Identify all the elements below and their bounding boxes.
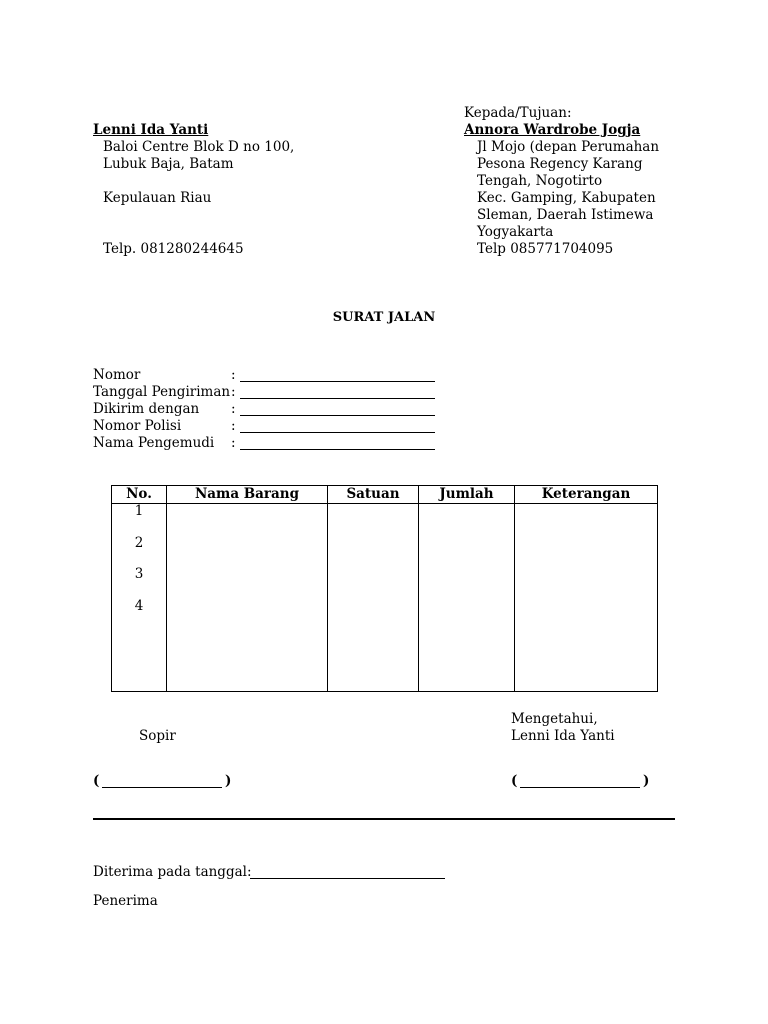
section-divider — [93, 818, 675, 820]
row-number: 3 — [134, 566, 144, 582]
recipient-address-line: Jl Mojo (depan Perumahan — [477, 139, 660, 155]
document-title: SURAT JALAN — [332, 310, 436, 325]
table-row — [112, 504, 658, 692]
field-blank-nomor — [240, 381, 435, 382]
cell-satuan — [328, 504, 419, 692]
field-separator: : — [231, 401, 236, 417]
field-separator: : — [231, 384, 236, 400]
table-header-row — [112, 486, 658, 504]
field-label-nomor: Nomor — [93, 367, 141, 383]
row-number: 4 — [134, 597, 144, 614]
header-no: No. — [112, 486, 167, 504]
header-satuan: Satuan — [328, 486, 419, 504]
field-separator: : — [231, 367, 236, 383]
field-separator: : — [231, 418, 236, 434]
recipient-address-line: Tengah, Nogotirto — [477, 173, 603, 189]
receiver-label: Penerima — [93, 893, 158, 909]
recipient-phone: Telp 085771704095 — [477, 241, 614, 257]
field-blank-nomor-polisi — [240, 432, 435, 433]
cell-jumlah — [419, 504, 515, 692]
driver-label: Sopir — [139, 728, 176, 744]
acknowledged-name: Lenni Ida Yanti — [511, 728, 615, 744]
header-jumlah: Jumlah — [419, 486, 515, 504]
recipient-name: Annora Wardrobe Jogja — [464, 122, 641, 138]
field-blank-dikirim-dengan — [240, 415, 435, 416]
field-separator: : — [231, 435, 236, 451]
driver-signature-line — [102, 787, 222, 788]
cell-no — [112, 504, 167, 692]
received-date-blank — [250, 878, 445, 879]
sender-phone: Telp. 081280244645 — [103, 241, 244, 257]
ack-signature-line — [520, 787, 640, 788]
ack-open-paren: ( — [511, 773, 518, 789]
cell-nama-barang — [167, 504, 328, 692]
recipient-address-line: Sleman, Daerah Istimewa — [477, 207, 654, 223]
field-blank-tanggal-pengiriman — [240, 398, 435, 399]
driver-open-paren: ( — [93, 773, 100, 789]
items-table — [111, 485, 658, 692]
header-keterangan: Keterangan — [515, 486, 658, 504]
recipient-address-line: Pesona Regency Karang — [477, 156, 643, 172]
driver-close-paren: ) — [225, 773, 232, 789]
row-number: 2 — [134, 534, 144, 551]
received-date-label: Diterima pada tanggal: — [93, 864, 252, 880]
header-nama-barang: Nama Barang — [167, 486, 328, 504]
row-number: 1 — [134, 503, 144, 519]
acknowledged-label: Mengetahui, — [511, 711, 598, 727]
ack-close-paren: ) — [643, 773, 650, 789]
field-label-tanggal-pengiriman: Tanggal Pengiriman — [93, 384, 231, 400]
sender-name: Lenni Ida Yanti — [93, 122, 209, 138]
field-label-nama-pengemudi: Nama Pengemudi — [93, 435, 215, 451]
recipient-address-line: Kec. Gamping, Kabupaten — [477, 190, 656, 206]
recipient-address-line: Yogyakarta — [477, 224, 554, 240]
field-label-dikirim-dengan: Dikirim dengan — [93, 401, 200, 417]
field-blank-nama-pengemudi — [240, 449, 435, 450]
cell-keterangan — [515, 504, 658, 692]
recipient-heading: Kepada/Tujuan: — [464, 105, 572, 121]
sender-address-line: Kepulauan Riau — [103, 190, 212, 206]
sender-address-line: Lubuk Baja, Batam — [103, 156, 234, 172]
sender-address-line: Baloi Centre Blok D no 100, — [103, 139, 295, 155]
field-label-nomor-polisi: Nomor Polisi — [93, 418, 182, 434]
